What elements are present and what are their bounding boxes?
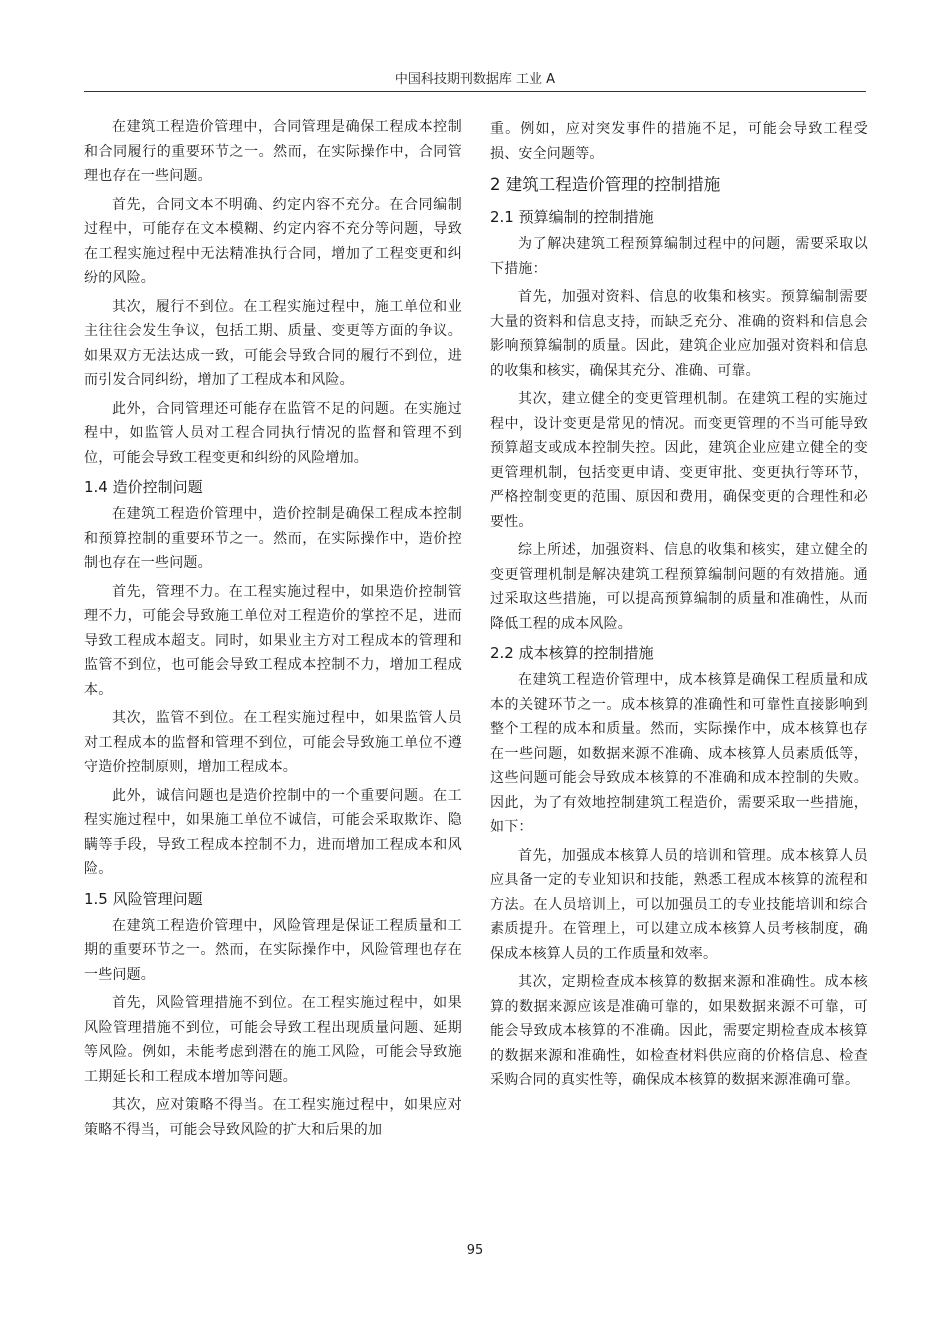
paragraph: 首先，加强对资料、信息的收集和核实。预算编制需要大量的资料和信息支持，而缺乏充分、准确的资料和信息会影响预算编制的质量。因此，建筑企业应加强对资料和信息的收集和核实，确保其充分、准确、可靠。 — [490, 289, 868, 379]
section-heading-1-4: 1.4 造价控制问题 — [84, 478, 203, 496]
paragraph: 在建筑工程造价管理中，成本核算是确保工程质量和成本的关键环节之一。成本核算的准确性和可靠性直接影响到整个工程的成本和质量。然而，实际操作中，成本核算也存在一些问题，如数据来源不准确、成本核算人员素质低等，这些问题可能会导致成本核算的不准确和成本控制的失败。因此，为了有效地控制建筑工程造价，需要采取一些措施，如下： — [490, 672, 868, 835]
paragraph: 其次，履行不到位。在工程实施过程中，施工单位和业主往往会发生争议，包括工期、质量、变更等方面的争议。如果双方无法达成一致，可能会导致合同的履行不到位，进而引发合同纠纷，增加了工程成本和风险。 — [84, 298, 462, 388]
paragraph: 为了解决建筑工程预算编制过程中的问题，需要采取以下措施： — [490, 236, 868, 277]
paragraph-continued: 重。例如，应对突发事件的措施不足，可能会导致工程受损、安全问题等。 — [490, 121, 868, 162]
paragraph: 其次，定期检查成本核算的数据来源和准确性。成本核算的数据来源应该是准确可靠的，如果数据来源不可靠，可能会导致成本核算的不准确。因此，需要定期检查成本核算的数据来源和准确性，如检查材料供应商的价格信息、检查采购合同的真实性等，确保成本核算的数据来源准确可靠。 — [490, 974, 868, 1088]
section-heading-2-2: 2.2 成本核算的控制措施 — [490, 644, 654, 662]
paragraph: 首先，风险管理措施不到位。在工程实施过程中，如果风险管理措施不到位，可能会导致工程出现质量问题、延期等风险。例如，未能考虑到潜在的施工风险，可能会导致施工期延长和工程成本增加等问题。 — [84, 995, 462, 1085]
header-rule — [84, 91, 866, 92]
page-number: 95 — [466, 1243, 484, 1258]
paragraph: 在建筑工程造价管理中，造价控制是确保工程成本控制和预算控制的重要环节之一。然而，在实际操作中，造价控制也存在一些问题。 — [84, 506, 462, 571]
right-column — [490, 117, 868, 1097]
section-heading-2-1: 2.1 预算编制的控制措施 — [490, 208, 654, 226]
paragraph: 首先，加强成本核算人员的培训和管理。成本核算人员应具备一定的专业知识和技能，熟悉工程成本核算的流程和方法。在人员培训上，可以加强员工的专业技能培训和综合素质提升。在管理上，可以建立成本核算人员考核制度，确保成本核算人员的工作质量和效率。 — [490, 847, 868, 962]
section-heading-1-5: 1.5 风险管理问题 — [84, 889, 203, 908]
paragraph: 其次，监管不到位。在工程实施过程中，如果监管人员对工程成本的监督和管理不到位，可能会导致施工单位不遵守造价控制原则，增加工程成本。 — [84, 710, 462, 775]
paragraph: 综上所述，加强资料、信息的收集和核实，建立健全的变更管理机制是解决建筑工程预算编制问题的有效措施。通过采取这些措施，可以提高预算编制的质量和准确性，从而降低工程的成本风险。 — [490, 542, 868, 632]
paragraph: 其次，建立健全的变更管理机制。在建筑工程的实施过程中，设计变更是常见的情况。而变更管理的不当可能导致预算超支或成本控制失控。因此，建筑企业应建立健全的变更管理机制，包括变更申请、变更审批、变更执行等环节，严格控制变更的范围、原因和费用，确保变更的合理性和必要性。 — [490, 391, 868, 530]
paragraph: 此外，诚信问题也是造价控制中的一个重要问题。在工程实施过程中，如果施工单位不诚信，可能会采取欺诈、隐瞒等手段，导致工程成本控制不力，进而增加工程成本和风险。 — [84, 787, 462, 877]
paragraph: 其次，应对策略不得当。在工程实施过程中，如果应对策略不得当，可能会导致风险的扩大和后果的加 — [84, 1097, 462, 1138]
paragraph: 此外，合同管理还可能存在监管不足的问题。在实施过程中，如监管人员对工程合同执行情况的监督和管理不到位，可能会导致工程变更和纠纷的风险增加。 — [84, 400, 462, 466]
paragraph: 首先，管理不力。在工程实施过程中，如果造价控制管理不力，可能会导致施工单位对工程造价的掌控不足，进而导致工程成本超支。同时，如果业主方对工程成本的管理和监管不到位，也可能会导致工程成本控制不力，增加工程成本。 — [84, 583, 462, 698]
paragraph: 在建筑工程造价管理中，合同管理是确保工程成本控制和合同履行的重要环节之一。然而，在实际操作中，合同管理也存在一些问题。 — [84, 119, 462, 184]
section-heading-2: 2 建筑工程造价管理的控制措施 — [490, 175, 721, 194]
running-header: 中国科技期刊数据库 工业 A — [394, 72, 556, 87]
paragraph: 在建筑工程造价管理中，风险管理是保证工程质量和工期的重要环节之一。然而，在实际操作中，风险管理也存在一些问题。 — [84, 917, 462, 983]
left-column — [84, 115, 462, 1146]
paragraph: 首先，合同文本不明确、约定内容不充分。在合同编制过程中，可能存在文本模糊、约定内容不充分等问题，导致在工程实施过程中无法精准执行合同，增加了工程变更和纠纷的风险。 — [84, 196, 462, 286]
